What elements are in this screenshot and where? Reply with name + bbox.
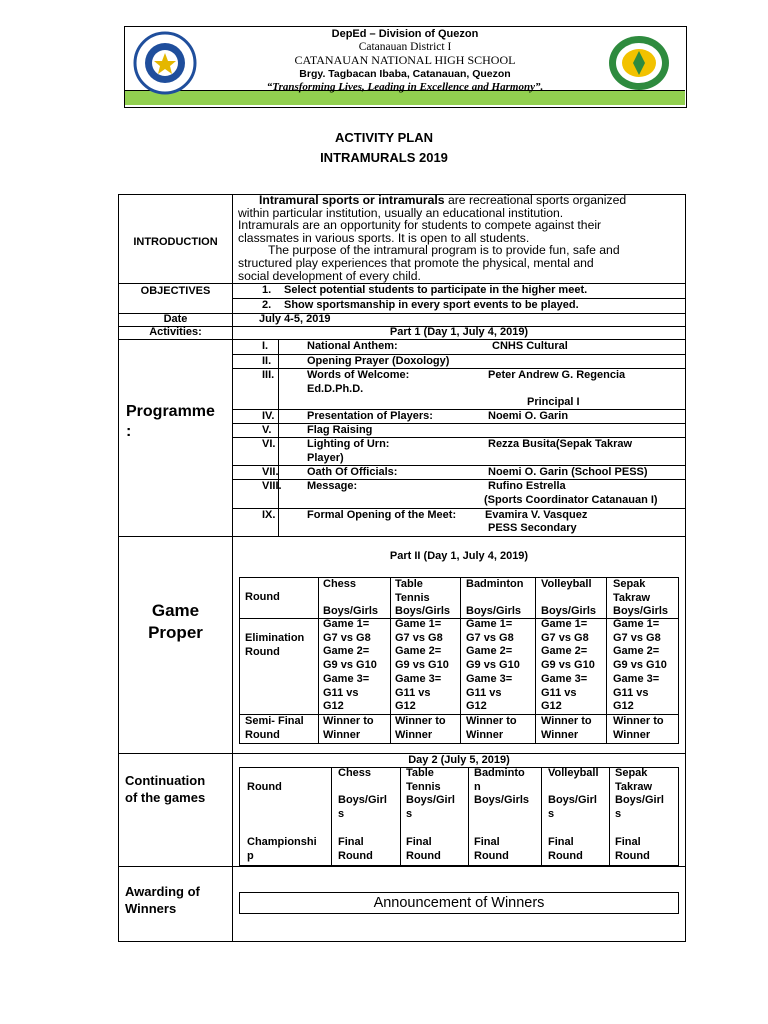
rule: [678, 767, 679, 866]
rule: [535, 577, 536, 744]
sport-header-line: [338, 781, 387, 795]
rule: [118, 194, 119, 942]
championship-cell: [406, 836, 441, 863]
programme-num: II.: [262, 355, 272, 367]
programme-person: Peter Andrew G. Regencia: [488, 369, 626, 381]
sport-header-line: [541, 592, 596, 606]
elimination-cell: [323, 618, 377, 714]
awarding-label: [125, 883, 200, 917]
semi-final-round-label: [245, 715, 304, 742]
programme-person: Evamira V. Vasquez: [485, 509, 588, 521]
cell-line: Round: [474, 849, 509, 862]
elimination-cell: [613, 618, 667, 714]
sport-header-sepak-takraw: [615, 767, 664, 822]
cell-line: Game 2=: [613, 645, 660, 658]
sport-header-line: Tennis: [395, 591, 430, 604]
rule: [678, 577, 679, 744]
continuation-label: [125, 772, 205, 806]
programme-person-title: Principal I: [527, 396, 580, 408]
date-label: Date: [163, 313, 188, 325]
sport-header-badminton: [466, 578, 523, 619]
rule: [685, 194, 686, 942]
round-label-line: Elimination: [245, 632, 305, 644]
rule: [278, 339, 279, 536]
semi-final-cell: [466, 715, 517, 742]
cell-line: G12: [466, 700, 487, 713]
programme-person: Rezza Busita(Sepak Takraw: [488, 438, 633, 450]
cell-line: Winner: [541, 728, 579, 741]
intro-line: structured play experiences that promote the physical, mental and: [238, 255, 594, 270]
cell-line: G11 vs: [613, 686, 649, 699]
rule: [232, 409, 686, 410]
programme-item: Flag Raising: [307, 424, 373, 436]
cell-line: Final: [406, 836, 432, 848]
rule: [331, 767, 332, 866]
programme-num: VI.: [262, 438, 276, 450]
sport-header-line: Table: [395, 578, 423, 590]
cell-line: G12: [323, 700, 344, 713]
sport-header-line: Boys/Girls: [395, 605, 451, 618]
elimination-cell: [466, 618, 520, 714]
cell-line: G9 vs G10: [395, 659, 449, 672]
header-address: Brgy. Tagbacan Ibaba, Catanauan, Quezon: [299, 67, 511, 80]
sport-header-line: Volleyball: [541, 578, 592, 590]
cell-line: G9 vs G10: [613, 659, 667, 672]
championship-cell: [338, 836, 373, 863]
sport-header-volleyball: [541, 578, 596, 619]
semi-final-cell: [613, 715, 664, 742]
programme-num: IX.: [262, 509, 276, 521]
intro-line: within particular institution, usually an educational institution.: [238, 205, 564, 220]
sport-header-line: Boys/Girls: [323, 605, 379, 618]
cell-line: Game 1=: [613, 618, 660, 630]
programme-person-title: PESS Secondary: [488, 522, 577, 534]
sport-header-badminton: [474, 767, 529, 808]
cell-line: Winner to: [466, 715, 517, 727]
intro-text: [238, 194, 683, 282]
part2-heading: Part II (Day 1, July 4, 2019): [389, 550, 529, 562]
programme-item: Message:: [307, 480, 358, 492]
programme-person: Rufino Estrella: [488, 480, 566, 492]
cell-line: G9 vs G10: [466, 659, 520, 672]
activities-label: Activities:: [149, 326, 202, 338]
cell-line: G11 vs: [395, 686, 431, 699]
rule: [400, 767, 401, 866]
intro-line: social development of every child.: [238, 268, 421, 283]
sport-header-chess: [338, 767, 387, 822]
cell-line: Game 1=: [466, 618, 513, 630]
championship-cell: [615, 836, 650, 863]
sport-header-line: Volleyball: [548, 767, 599, 779]
sport-header-line: Boys/Girl: [548, 794, 597, 807]
programme-label-line2: :: [126, 423, 132, 440]
sport-header-line: Boys/Girl: [406, 794, 455, 807]
announcement-box: Announcement of Winners: [239, 892, 679, 914]
cell-line: G11 vs: [323, 686, 359, 699]
sport-header-line: Boys/Girl: [338, 794, 387, 807]
cell-line: G11 vs: [466, 686, 502, 699]
continuation-label-line2: of the games: [125, 790, 206, 805]
cell-line: G7 vs G8: [466, 631, 514, 644]
header-school-name: CATANAUAN NATIONAL HIGH SCHOOL: [294, 53, 516, 68]
cell-line: G7 vs G8: [541, 631, 589, 644]
sport-header-line: Takraw: [613, 591, 651, 604]
rule: [609, 767, 610, 866]
programme-person-title: (Sports Coordinator Catanauan I): [484, 494, 658, 506]
letterhead-text: [125, 28, 685, 94]
header-district: Catanauan District I: [358, 41, 452, 54]
rule: [118, 941, 686, 942]
rule: [468, 767, 469, 866]
rule: [232, 354, 686, 355]
round-label-line: Semi- Final: [245, 715, 304, 727]
round-label-line: Round: [245, 645, 280, 658]
cell-line: Winner to: [541, 715, 592, 727]
championship-cell: [548, 836, 583, 863]
cell-line: Round: [338, 849, 373, 862]
header-motto: “Transforming Lives, Leading in Excellence and Harmony”.: [266, 80, 544, 93]
elimination-cell: [395, 618, 449, 714]
programme-person: Noemi O. Garin (School PESS): [488, 466, 648, 478]
programme-num: V.: [262, 424, 272, 436]
awarding-label-line2: Winners: [125, 901, 177, 916]
round-label-line: Round: [245, 728, 280, 741]
cell-line: Game 3=: [466, 672, 513, 685]
programme-label-line1: Programme: [126, 403, 215, 420]
cell-line: G7 vs G8: [323, 631, 371, 644]
cell-line: Game 1=: [323, 618, 370, 630]
programme-person: CNHS Cultural: [492, 340, 568, 352]
doc-subtitle: INTRAMURALS 2019: [320, 150, 448, 165]
day2-heading: Day 2 (July 5, 2019): [408, 754, 510, 766]
programme-item-cont: Ed.D.Ph.D.: [307, 383, 364, 395]
objective-1-num: 1.: [262, 284, 272, 296]
cell-line: Winner: [323, 728, 361, 741]
sport-header-line: Chess: [323, 578, 357, 590]
sport-header-line: Sepak: [615, 767, 648, 779]
objective-2-num: 2.: [262, 299, 272, 311]
round-header: Round: [245, 591, 280, 603]
cell-line: Final: [615, 836, 641, 848]
sport-header-chess: [323, 578, 378, 619]
cell-line: Winner: [613, 728, 651, 741]
programme-person: Noemi O. Garin: [488, 410, 569, 422]
sport-header-line: Boys/Girls: [466, 605, 522, 618]
programme-item: National Anthem:: [307, 340, 398, 352]
rule: [239, 743, 679, 744]
cell-line: Game 2=: [395, 645, 442, 658]
programme-item: Oath Of Officials:: [307, 466, 398, 478]
part1-heading: Part 1 (Day 1, July 4, 2019): [389, 326, 529, 338]
cell-line: Winner to: [323, 715, 374, 727]
programme-num: IV.: [262, 410, 275, 422]
elimination-cell: [541, 618, 595, 714]
cell-line: Winner to: [613, 715, 664, 727]
elimination-round-label: [245, 632, 304, 659]
sport-header-line: Badminton: [466, 578, 524, 590]
intro-line: The purpose of the intramural program is to provide fun, safe and: [268, 243, 620, 258]
sport-header-line: Takraw: [615, 780, 653, 793]
cell-line: Game 2=: [323, 645, 370, 658]
programme-item: Formal Opening of the Meet:: [307, 509, 457, 521]
objectives-label: OBJECTIVES: [140, 285, 211, 297]
cell-line: Winner to: [395, 715, 446, 727]
programme-num: III.: [262, 369, 275, 381]
header-division: DepEd – Division of Quezon: [331, 28, 479, 40]
rule: [239, 767, 240, 866]
sport-header-line: Boys/Girls: [541, 605, 597, 618]
sport-header-line: Sepak: [613, 578, 646, 590]
sport-header-line: Badminto: [474, 767, 525, 779]
rule: [606, 577, 607, 744]
sport-header-table-tennis: [395, 578, 450, 619]
cell-line: Round: [406, 849, 441, 862]
rule: [232, 508, 686, 509]
rule: [118, 536, 686, 537]
cell-line: G11 vs: [541, 686, 577, 699]
cell-line: Winner: [395, 728, 433, 741]
programme-num: VIII.: [262, 480, 282, 492]
sport-header-line: Boys/Girl: [615, 794, 664, 807]
semi-final-cell: [395, 715, 446, 742]
sport-header-volleyball: [548, 767, 599, 822]
doc-title: ACTIVITY PLAN: [335, 130, 433, 145]
rule: [460, 577, 461, 744]
cell-line: G9 vs G10: [541, 659, 595, 672]
sport-header-line: [548, 781, 599, 795]
sport-header-line: [466, 592, 523, 606]
sport-header-line: s: [548, 808, 555, 821]
game-proper-label-line2: Proper: [148, 623, 203, 642]
cell-line: Winner: [466, 728, 504, 741]
cell-line: Final: [474, 836, 500, 848]
game-proper-label: [118, 600, 233, 644]
cell-line: G9 vs G10: [323, 659, 377, 672]
programme-num: I.: [262, 340, 269, 352]
sport-header-line: Boys/Girls: [474, 794, 530, 807]
sport-header-line: [323, 592, 378, 606]
rule: [232, 194, 233, 942]
intro-line: classmates in various sports. It is open to all students.: [238, 230, 530, 245]
programme-num: VII.: [262, 466, 279, 478]
awarding-label-line1: Awarding of: [125, 884, 200, 899]
cell-line: Game 1=: [541, 618, 588, 630]
cell-line: Round: [615, 849, 650, 862]
date-value: July 4-5, 2019: [259, 313, 331, 325]
continuation-label-line1: Continuation: [125, 773, 206, 788]
sport-header-line: Table: [406, 767, 434, 779]
intro-bold-term: Intramural sports or intramurals: [259, 193, 445, 207]
sport-header-line: Boys/Girls: [613, 605, 669, 618]
programme-item: Words of Welcome:: [307, 369, 410, 381]
game-proper-label-line1: Game: [151, 601, 200, 620]
cell-line: Game 3=: [323, 672, 370, 685]
rule: [318, 577, 319, 744]
round-label-line: p: [247, 849, 254, 862]
sport-header-line: Tennis: [406, 780, 441, 793]
objective-1-text: Select potential students to participate in the higher meet.: [284, 284, 588, 296]
programme-item-cont: Player): [307, 452, 344, 464]
sport-header-line: s: [615, 808, 622, 821]
cell-line: G12: [613, 700, 634, 713]
programme-item: Presentation of Players:: [307, 410, 433, 422]
semi-final-cell: [541, 715, 592, 742]
programme-item: Lighting of Urn:: [307, 438, 390, 450]
rule: [232, 423, 686, 424]
cell-line: Game 2=: [541, 645, 588, 658]
rule: [239, 767, 679, 768]
cell-line: Game 1=: [395, 618, 442, 630]
round-label-line: Championshi: [247, 836, 317, 848]
rule: [118, 866, 686, 867]
cell-line: Game 3=: [541, 672, 588, 685]
rule: [239, 865, 679, 866]
rule: [390, 577, 391, 744]
championship-cell: [474, 836, 509, 863]
intro-line: [238, 194, 683, 207]
cell-line: Game 2=: [466, 645, 513, 658]
championship-round-label: [247, 836, 317, 863]
cell-line: G12: [395, 700, 416, 713]
semi-final-cell: [323, 715, 374, 742]
cell-line: Final: [338, 836, 364, 848]
sport-header-sepak-takraw: [613, 578, 668, 619]
cell-line: Final: [548, 836, 574, 848]
rule: [541, 767, 542, 866]
cell-line: Game 3=: [613, 672, 660, 685]
rule: [239, 577, 240, 744]
programme-item: Opening Prayer (Doxology): [307, 355, 450, 367]
sport-header-line: n: [474, 780, 481, 793]
programme-label: [126, 402, 215, 442]
intro-line: Intramurals are an opportunity for students to compete against their: [238, 218, 602, 233]
sport-header-line: s: [338, 808, 345, 821]
cell-line: G7 vs G8: [613, 631, 661, 644]
round-header: Round: [247, 781, 282, 793]
objective-2-text: Show sportsmanship in every sport events to be played.: [284, 299, 579, 311]
sport-header-table-tennis: [406, 767, 455, 822]
intro-line-rest: are recreational sports organized: [444, 193, 627, 207]
cell-line: Round: [548, 849, 583, 862]
cell-line: G12: [541, 700, 562, 713]
intro-label: INTRODUCTION: [133, 236, 218, 248]
sport-header-line: Chess: [338, 767, 372, 779]
sport-header-line: s: [406, 808, 413, 821]
cell-line: G7 vs G8: [395, 631, 443, 644]
cell-line: Game 3=: [395, 672, 442, 685]
